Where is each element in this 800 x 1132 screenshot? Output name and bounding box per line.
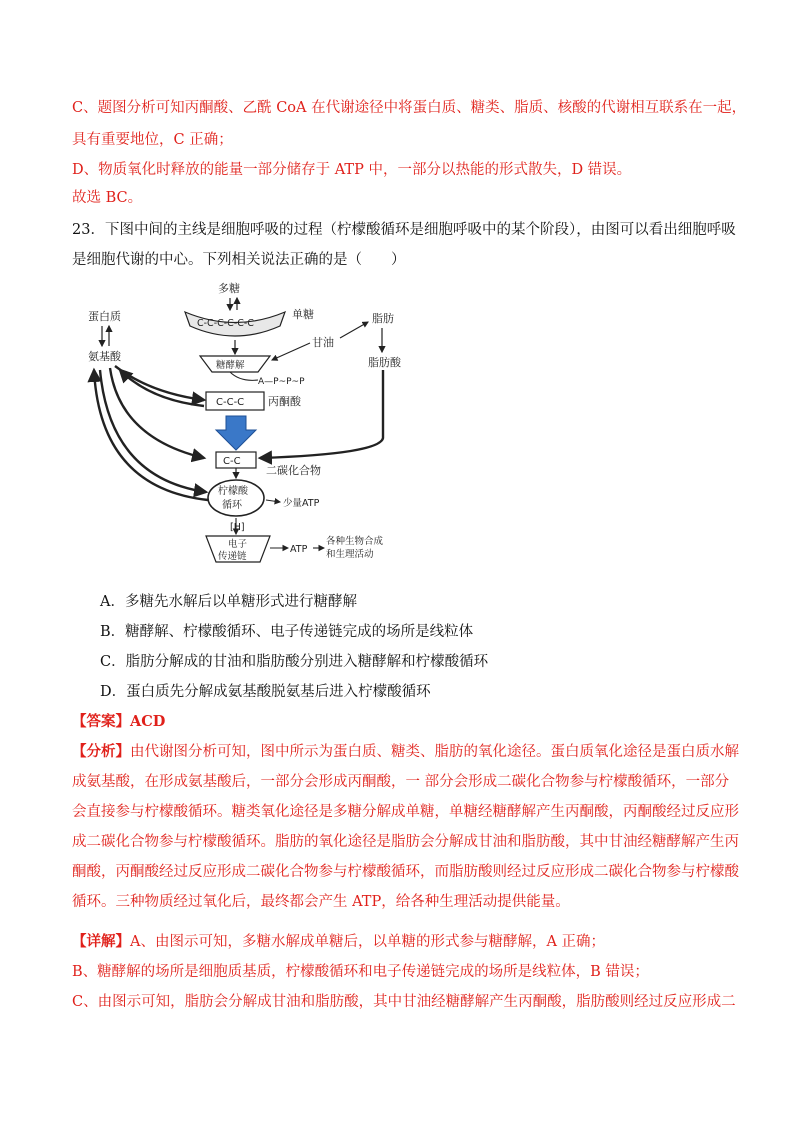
top-line-2: 具有重要地位，C 正确； (72, 132, 233, 148)
detail-text-1: A、由图示可知，多糖水解成单糖后，以单糖的形式参与糖酵解，A 正确； (130, 934, 606, 950)
top-line-4: 故选 BC。 (72, 190, 143, 206)
arrow-ganyou-glycolysis (272, 343, 310, 360)
label-zhifangsuan: 脂肪酸 (368, 356, 401, 369)
label-tangjiaojie: 糖酵解 (216, 360, 245, 371)
label-ertanhua: 二碳化合物 (266, 464, 321, 477)
analysis-line-4: 成二碳化合物参与柠檬酸循环。脂肪的氧化途径是脂肪会分解成甘油和脂肪酸，其中甘油经糖酵解产生丙 (72, 834, 739, 850)
analysis-line-2: 成氨基酸，在形成氨基酸后，一部分会形成丙酮酸，一 部分会形成二碳化合物参与柠檬酸循环，一部分 (72, 774, 730, 790)
label-atp: ATP (290, 544, 308, 555)
label-zhifang: 脂肪 (372, 312, 394, 325)
answer-line (72, 712, 165, 732)
top-line-3: D、物质氧化时释放的能量一部分储存于 ATP 中，一部分以热能的形式散失，D 错误。 (72, 162, 632, 178)
label-dantang: 单糖 (292, 308, 314, 321)
option-b: B．糖酵解、柠檬酸循环、电子传递链完成的场所是线粒体 (100, 624, 474, 640)
top-line-1: C、题图分析可知丙酮酸、乙酰 CoA 在代谢途径中将蛋白质、糖类、脂质、核酸的代谢相互联系在一起， (72, 100, 747, 116)
label-ningmeng2: 循环 (222, 500, 242, 511)
label-anjisuan: 氨基酸 (88, 350, 121, 363)
answer-value: ACD (130, 713, 166, 730)
label-ganyou: 甘油 (312, 336, 334, 349)
label-chain: C-C-C-C-C-C (197, 318, 254, 329)
label-cc: C-C (223, 456, 241, 467)
label-ningmeng1: 柠檬酸 (218, 486, 248, 497)
analysis-line-1 (72, 742, 739, 762)
arrow-pyruvate-to-amino (120, 370, 204, 406)
analysis-line-3: 会直接参与柠檬酸循环。糖类氧化途径是多糖分解成单糖，单糖经糖酵解产生丙酮酸，丙酮酸经过反应形 (72, 804, 739, 820)
blue-arrow (216, 416, 256, 450)
metabolism-diagram (80, 278, 440, 578)
detail-line-2: B、糖酵解的场所是细胞质基质，柠檬酸循环和电子传递链完成的场所是线粒体，B 错误； (72, 964, 649, 980)
option-c: C．脂肪分解成的甘油和脂肪酸分别进入糖酵解和柠檬酸循环 (100, 654, 489, 670)
label-gezhong1: 各种生物合成 (326, 536, 384, 547)
question-line-2: 是细胞代谢的中心。下列相关说法正确的是（ ） (72, 252, 406, 268)
label-h: [H] (230, 522, 245, 533)
arrow-ganyou-zhifang (340, 322, 368, 338)
label-bingtongsuan: 丙酮酸 (268, 395, 301, 408)
label-dianzi2: 传递链 (218, 551, 247, 562)
detail-label: 【详解】 (72, 933, 130, 950)
detail-line-3: C、由图示可知，脂肪会分解成甘油和脂肪酸，其中甘油经糖酵解产生丙酮酸，脂肪酸则经过反应形成二 (72, 994, 736, 1010)
analysis-label: 【分析】 (72, 743, 130, 760)
option-a: A．多糖先水解后以单糖形式进行糖酵解 (100, 594, 357, 610)
analysis-line-5: 酮酸，丙酮酸经过反应形成二碳化合物参与柠檬酸循环，而脂肪酸则经过反应形成二碳化合物参与柠檬酸 (72, 864, 739, 880)
question-line-1: 23．下图中间的主线是细胞呼吸的过程（柠檬酸循环是细胞呼吸中的某个阶段），由图可以看出细胞呼吸 (72, 222, 736, 238)
analysis-line-6: 循环。三种物质经过氧化后，最终都会产生 ATP，给各种生理活动提供能量。 (72, 894, 570, 910)
curve-atp (230, 372, 258, 380)
label-dianzi1: 电子 (228, 539, 248, 550)
arrow-cycle-atp (266, 500, 280, 502)
label-shaoliang-atp: 少量ATP (283, 498, 320, 509)
detail-line-1 (72, 932, 605, 952)
label-duotang: 多糖 (218, 282, 240, 295)
answer-label: 【答案】 (72, 713, 130, 730)
label-gezhong2: 和生理活动 (326, 549, 374, 560)
label-atp-formula: A—P~P~P (258, 377, 305, 387)
option-d: D．蛋白质先分解成氨基酸脱氨基后进入柠檬酸循环 (100, 684, 431, 700)
label-danbaizhi: 蛋白质 (88, 310, 121, 323)
analysis-text-1: 由代谢图分析可知，图中所示为蛋白质、糖类、脂肪的氧化途径。蛋白质氧化途径是蛋白质水解 (130, 744, 739, 760)
label-ccc: C-C-C (216, 397, 245, 408)
